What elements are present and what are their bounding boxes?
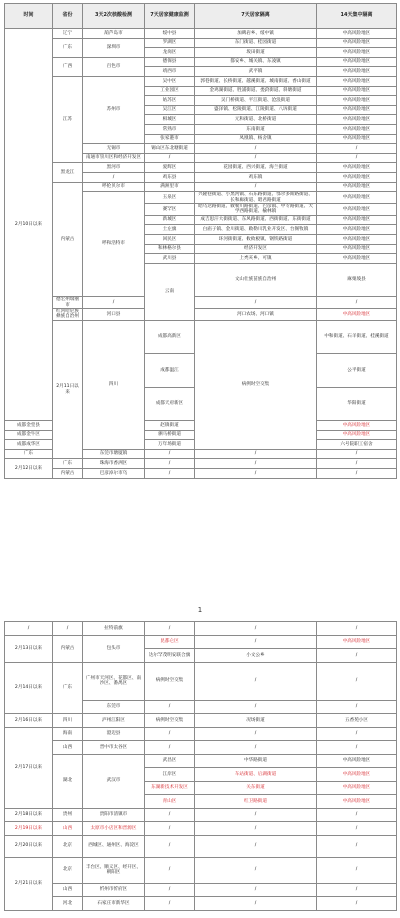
date-cell: 2月21日以来	[5, 857, 53, 910]
home-cell: /	[195, 459, 317, 469]
table-row	[5, 714, 397, 728]
central-cell: /	[317, 662, 397, 700]
header-health: 7天居家健康监测	[145, 4, 195, 29]
test-cell: 无锡市	[83, 144, 145, 154]
health-cell: /	[145, 469, 195, 479]
date-cell: 2月13日以来	[5, 635, 53, 662]
test-cell: 呼和浩特市	[83, 192, 145, 297]
health-cell: 罗湖区	[145, 38, 195, 48]
home-cell: 凤凰镇、杨舍镇	[195, 134, 317, 144]
central-cell: /	[317, 469, 397, 479]
home-cell: /	[195, 808, 317, 822]
central-cell: 六号院职工宿舍	[317, 440, 397, 450]
health-cell: 回民区	[145, 234, 195, 244]
health-cell: /	[145, 727, 195, 741]
health-cell: 姑苏区	[145, 96, 195, 106]
health-cell: 绥中县	[145, 29, 195, 39]
home-cell: 中和街道、石羊街道、桂溪街道	[317, 320, 397, 353]
health-cell: 常熟市	[145, 124, 195, 134]
date-cell: 2月10日以来	[5, 29, 53, 421]
home-cell: 都安乡、城关镇、东凌镇	[195, 57, 317, 67]
test-cell: 成都天府新区	[145, 387, 195, 420]
home-cell: /	[195, 622, 317, 636]
central-cell: /	[317, 897, 397, 911]
health-cell: 鸡东县	[145, 172, 195, 182]
central-cell: /	[317, 822, 397, 836]
home-cell: /	[195, 182, 317, 192]
province-cell: 河北	[53, 897, 83, 911]
health-cell: 爱辉区	[145, 163, 195, 173]
central-cell: 中高风险地区	[317, 182, 397, 192]
table-row	[5, 182, 397, 192]
province-cell: 内蒙古	[53, 469, 83, 479]
health-cell: 江岸区	[145, 768, 195, 782]
province-cell: 辽宁	[53, 29, 83, 39]
risk-table-page-2	[4, 621, 397, 911]
province-cell: 四川	[53, 714, 83, 728]
home-cell: /	[195, 897, 317, 911]
table-row	[5, 76, 397, 86]
home-cell: /	[195, 469, 317, 479]
home-cell: 车站街道、后湖街道	[195, 768, 317, 782]
table-row	[5, 897, 397, 911]
home-cell: /	[195, 662, 317, 700]
central-cell: 中高风险地区	[317, 203, 397, 215]
home-cell: /	[195, 727, 317, 741]
health-cell: /	[145, 822, 195, 836]
home-cell: /	[195, 449, 317, 459]
health-cell: 昆都仑区	[145, 635, 195, 649]
province-cell: 湖北	[53, 754, 83, 808]
table-row	[5, 808, 397, 822]
central-cell: 中高风险地区	[317, 244, 397, 254]
central-cell: /	[317, 727, 397, 741]
central-cell: 中高风险地区	[317, 430, 397, 440]
health-cell: /	[145, 459, 195, 469]
home-cell: 武平镇	[195, 67, 317, 77]
province-cell: /	[53, 622, 83, 636]
home-cell: 白庙子镇、金川街道、敕勒川乳业开发区、台阁牧镇	[195, 225, 317, 235]
health-cell: 病例时空交集	[195, 320, 317, 449]
test-cell: 广州市天河区、花都区、南沙区、番禺区	[83, 662, 145, 700]
health-cell: 土左旗	[145, 225, 195, 235]
health-cell: /	[145, 883, 195, 897]
test-cell: 苏州市	[83, 76, 145, 143]
health-cell: /	[145, 449, 195, 459]
table-row	[5, 741, 397, 755]
home-cell: 花园街道、西兴街道、海兰街道	[195, 163, 317, 173]
home-cell: /	[195, 153, 317, 163]
home-cell: 小文公乡	[195, 649, 317, 663]
province-cell: 云南	[145, 263, 195, 320]
province-cell: 北京	[53, 835, 83, 857]
central-cell: 中高风险地区	[317, 163, 397, 173]
date-cell: 2月20日以来	[5, 835, 53, 857]
date-cell: 2月19日以来	[5, 822, 53, 836]
health-cell: 德保县	[145, 57, 195, 67]
health-cell: 吴中区	[145, 76, 195, 86]
test-cell: /	[83, 172, 145, 182]
province-cell: 广西	[53, 57, 83, 76]
health-cell: 锡山区东北塘街道	[145, 144, 195, 154]
table-row	[5, 29, 397, 39]
date-cell: 2月14日以来	[5, 662, 53, 714]
test-cell: 西城区、通州区、海淀区	[83, 835, 145, 857]
home-cell: 金鸡湖街道、胜浦街道、娄葑街道、斜塘街道	[195, 86, 317, 96]
header-time: 时间	[5, 4, 53, 29]
central-cell: 中高风险地区	[317, 781, 397, 795]
central-cell: /	[317, 459, 397, 469]
date-cell: 2月16日以来	[5, 714, 53, 728]
home-cell: /	[195, 822, 317, 836]
test-cell: 红河哈尼族彝族自治州	[53, 308, 83, 320]
central-cell: 中高风险地区	[317, 134, 397, 144]
home-cell: /	[195, 741, 317, 755]
central-cell: 五香苑小区	[317, 714, 397, 728]
health-cell: 东湖新技术开发区	[145, 781, 195, 795]
test-cell: 百色市	[83, 57, 145, 76]
central-cell: /	[317, 883, 397, 897]
table-row	[5, 320, 397, 353]
test-cell: 成都成华区	[5, 440, 53, 450]
test-cell: 东莞市塘厦镇	[83, 449, 145, 459]
test-cell: 呼伦贝尔市	[83, 182, 145, 192]
table-row	[5, 38, 397, 48]
central-cell: 中高风险地区	[317, 115, 397, 125]
header-test: 3天2次核酸检测	[83, 4, 145, 29]
central-cell: /	[317, 741, 397, 755]
central-cell: /	[317, 144, 397, 154]
home-cell: /	[195, 297, 317, 309]
central-cell: 中高风险地区	[317, 57, 397, 67]
test-cell: 贵阳市清镇市	[83, 808, 145, 822]
health-cell: 新城区	[145, 215, 195, 225]
test-cell: 成都金牛区	[5, 430, 53, 440]
home-cell: 环河街街道、攸攸板镇、钢铁路街道	[195, 234, 317, 244]
central-cell: /	[317, 449, 397, 459]
province-cell: 北京	[53, 857, 83, 883]
test-cell: 葫芦岛市	[83, 29, 145, 39]
table-row	[5, 835, 397, 857]
date-cell: 2月12日以来	[5, 459, 53, 478]
central-cell: 中高风险地区	[317, 67, 397, 77]
home-cell: 成吉思汗大街街道、东风路街道、西街街道、东街街道	[195, 215, 317, 225]
home-cell: 加碑岩乡、绥中镇	[195, 29, 317, 39]
test-cell: 巴彦淖尔市乌	[83, 469, 145, 479]
central-cell: /	[317, 808, 397, 822]
health-cell: 玉泉区	[145, 192, 195, 204]
header-home: 7天居家隔离	[195, 4, 317, 29]
central-cell: /	[317, 835, 397, 857]
home-cell: 中华路街道	[195, 754, 317, 768]
table-row	[5, 883, 397, 897]
central-cell: 中高风险地区	[317, 48, 397, 58]
health-cell: 武昌区	[145, 754, 195, 768]
health-cell: 张家港市	[145, 134, 195, 144]
table-row	[5, 163, 397, 173]
test-cell: 南通市崇川区和经济开发区	[83, 153, 145, 163]
test-cell: 成都温江	[145, 354, 195, 387]
central-cell: 中高风险地区	[317, 215, 397, 225]
province-cell: 广东	[53, 38, 83, 57]
central-cell: 中高风险地区	[317, 96, 397, 106]
home-cell: /	[195, 144, 317, 154]
central-cell: 中高风险地区	[317, 86, 397, 96]
home-cell: /	[195, 635, 317, 649]
table-row	[5, 635, 397, 649]
province-cell: 山西	[53, 822, 83, 836]
test-cell: 成都金堂县	[5, 421, 53, 431]
central-cell: /	[317, 153, 397, 163]
central-cell: 中高风险地区	[317, 225, 397, 235]
table-row	[5, 857, 397, 883]
central-cell: 中高风险地区	[317, 124, 397, 134]
test-cell: 成都高新区	[145, 320, 195, 353]
health-cell: /	[145, 622, 195, 636]
province-cell: 内蒙古	[53, 182, 83, 297]
central-cell: 中高风险地区	[317, 754, 397, 768]
health-cell: /	[145, 808, 195, 822]
home-cell: 万年场街道	[145, 440, 195, 450]
health-cell: 赛罕区	[145, 203, 195, 215]
central-cell: 中高风险地区	[317, 38, 397, 48]
home-cell: /	[195, 857, 317, 883]
health-cell: /	[145, 857, 195, 883]
central-cell: 中高风险地区	[317, 105, 397, 115]
home-cell: /	[195, 700, 317, 714]
home-cell: 东南街道	[195, 124, 317, 134]
health-cell: 河口县	[83, 308, 145, 320]
central-cell: 中高风险地区	[317, 421, 397, 431]
table-row	[5, 308, 397, 320]
health-cell: 和林格尔县	[145, 244, 195, 254]
health-cell: 靖西市	[145, 67, 195, 77]
health-cell: /	[145, 700, 195, 714]
home-cell: 上秃亥乡、可镇	[195, 254, 317, 264]
health-cell: 满洲里市	[145, 182, 195, 192]
date-cell: 2月11日以来	[53, 320, 83, 459]
province-cell: 山西	[53, 741, 83, 755]
home-cell: /	[195, 835, 317, 857]
home-cell: 盛泽镇、松陵街道、江陵街道、八坼街道	[195, 105, 317, 115]
home-cell: /	[195, 883, 317, 897]
test-cell: 珠海市香洲区	[83, 459, 145, 469]
health-cell: 相城区	[145, 115, 195, 125]
home-cell: 吴门桥街道、平江街道、沧浪街道	[195, 96, 317, 106]
table-row	[5, 57, 397, 67]
test-cell: 包头市	[83, 635, 145, 662]
central-cell: 中高风险地区	[317, 795, 397, 809]
province-cell: 广东	[53, 662, 83, 714]
health-cell: 吴江区	[145, 105, 195, 115]
home-cell: 关东街道	[195, 781, 317, 795]
central-cell: 中高风险地区	[317, 192, 397, 204]
central-cell: 中高风险地区	[317, 308, 397, 320]
home-cell: 红卫路街道	[195, 795, 317, 809]
central-cell: 中高风险地区	[317, 768, 397, 782]
home-cell: 元和街道、北桥街道	[195, 115, 317, 125]
test-cell: 晋中市太谷区	[83, 741, 145, 755]
home-cell: 鸡东镇	[195, 172, 317, 182]
central-cell: /	[317, 622, 397, 636]
header-province: 省份	[53, 4, 83, 29]
health-cell: /	[83, 297, 145, 309]
central-cell: 中高风险地区	[317, 254, 397, 264]
central-cell: /	[317, 857, 397, 883]
home-cell: 驷马桥街道	[145, 430, 195, 440]
test-cell: 泸州江阳区	[83, 714, 145, 728]
province-cell: 广东	[5, 449, 53, 459]
test-cell: 拉特前旗	[83, 622, 145, 636]
test-cell: 太原市小店区和晋源区	[83, 822, 145, 836]
health-cell: /	[145, 897, 195, 911]
central-cell: 中高风险地区	[317, 234, 397, 244]
table-row	[5, 727, 397, 741]
health-cell: /	[145, 741, 195, 755]
health-cell: /	[145, 835, 195, 857]
home-cell: 郭巷街道、长桥街道、越溪街道、城南街道、香山街道	[195, 76, 317, 86]
health-cell: 工业园区	[145, 86, 195, 96]
table-row	[5, 662, 397, 700]
health-cell: 麻栗坡县	[317, 263, 397, 296]
table-header-row	[5, 4, 397, 29]
test-cell: 黑河市	[83, 163, 145, 173]
date-cell: 2月18日以来	[5, 808, 53, 822]
test-cell: 丰台区、顺义区、经开区、朝阳区	[83, 857, 145, 883]
table-row	[5, 622, 397, 636]
table-row	[5, 459, 397, 469]
home-cell: 坂田街道	[195, 48, 317, 58]
test-cell: 深圳市	[83, 38, 145, 57]
table-row	[5, 297, 397, 309]
test-cell: 石家庄市新华区	[83, 897, 145, 911]
province-cell: 海南	[53, 727, 83, 741]
test-cell: 文山壮族苗族自治州	[195, 263, 317, 296]
home-cell: 兴隆巷街道、小黑河镇、石东路街道、鄂尔多斯路街道、长和廊街道、昭君路街道	[195, 192, 317, 204]
home-cell: 经济开发区	[195, 244, 317, 254]
central-cell: /	[317, 297, 397, 309]
test-cell: 东莞市	[83, 700, 145, 714]
central-cell: 中高风险地区	[317, 635, 397, 649]
home-cell: 赵镇街道	[145, 421, 195, 431]
test-cell: 武汉市	[83, 754, 145, 808]
central-cell: 中高风险地区	[317, 76, 397, 86]
health-cell: /	[145, 153, 195, 163]
health-cell: 病例时空交集	[145, 662, 195, 700]
page-number: 1	[197, 606, 203, 614]
province-cell: 四川	[83, 320, 145, 449]
home-cell: 东门街道、桂园街道	[195, 38, 317, 48]
home-cell: 华阳街道	[317, 387, 397, 420]
test-cell: 澄迈县	[83, 727, 145, 741]
central-cell: /	[317, 649, 397, 663]
header-central: 14天集中隔离	[317, 4, 397, 29]
risk-table-page-1	[4, 3, 397, 479]
central-cell: /	[317, 700, 397, 714]
home-cell: 河口农场、河口镇	[195, 308, 317, 320]
table-row	[5, 822, 397, 836]
date-cell: /	[5, 622, 53, 636]
health-cell: 病例时空交集	[145, 714, 195, 728]
province-cell: 广东	[53, 459, 83, 469]
table-row	[5, 754, 397, 768]
test-cell: 忻州市忻府区	[83, 883, 145, 897]
table-row	[5, 469, 397, 479]
test-cell: 德宏州瑞丽市	[53, 297, 83, 309]
home-cell: 昭乌达路街道、敕勒川路街道、巴彦镇、中专路街道、大学西路街道、榆林镇	[195, 203, 317, 215]
health-cell: 龙岗区	[145, 48, 195, 58]
province-cell: 黑龙江	[53, 163, 83, 182]
province-cell: 贵州	[53, 808, 83, 822]
central-cell: 中高风险地区	[317, 172, 397, 182]
province-cell: 江苏	[53, 76, 83, 162]
central-cell: 中高风险地区	[317, 29, 397, 39]
health-cell: 武川县	[145, 254, 195, 264]
health-cell: 达尔罕茂明安联合旗	[145, 649, 195, 663]
home-cell: 况场街道	[195, 714, 317, 728]
home-cell: 公平街道	[317, 354, 397, 387]
province-cell: 内蒙古	[53, 635, 83, 662]
date-cell: 2月17日以来	[5, 727, 53, 808]
province-cell: 山西	[53, 883, 83, 897]
health-cell: 青山区	[145, 795, 195, 809]
